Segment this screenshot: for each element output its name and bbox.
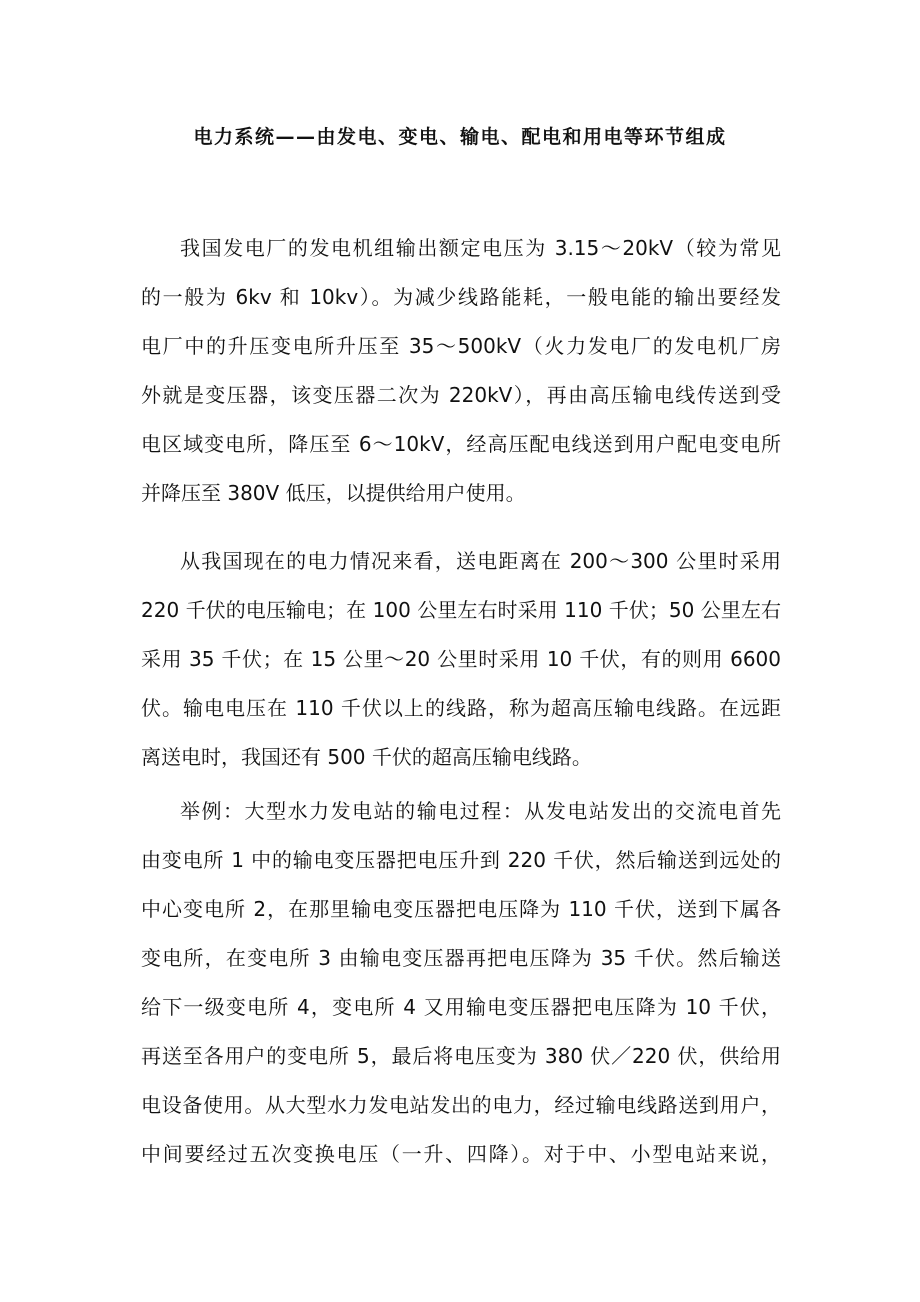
paragraph-line: 电区域变电所，降压至 6～10kV，经高压配电线送到用户配电变电所 bbox=[141, 432, 781, 456]
paragraph-line: 220 千伏的电压输电；在 100 公里左右时采用 110 千伏；50 公里左右 bbox=[141, 598, 781, 622]
paragraph-line: 给下一级变电所 4，变电所 4 又用输电变压器把电压降为 10 千伏， bbox=[141, 995, 781, 1019]
paragraph-line: 我国发电厂的发电机组输出额定电压为 3.15～20kV（较为常见 bbox=[180, 236, 781, 260]
paragraph-line: 中心变电所 2，在那里输电变压器把电压降为 110 千伏，送到下属各 bbox=[141, 897, 781, 921]
paragraph-transmission-distance bbox=[141, 537, 781, 782]
paragraph-hydro-example bbox=[141, 787, 781, 1179]
document-title: 电力系统——由发电、变电、输电、配电和用电等环节组成 bbox=[193, 126, 727, 148]
paragraph-line: 的一般为 6kv 和 10kv）。为减少线路能耗，一般电能的输出要经发 bbox=[141, 285, 781, 309]
paragraph-line: 由变电所 1 中的输电变压器把电压升到 220 千伏，然后输送到远处的 bbox=[141, 848, 781, 872]
paragraph-line: 从我国现在的电力情况来看，送电距离在 200～300 公里时采用 bbox=[180, 549, 781, 573]
paragraph-line: 中间要经过五次变换电压（一升、四降）。对于中、小型电站来说， bbox=[141, 1142, 781, 1166]
paragraph-voltage-levels bbox=[141, 224, 781, 518]
paragraph-line: 离送电时，我国还有 500 千伏的超高压输电线路。 bbox=[141, 745, 592, 769]
paragraph-line: 并降压至 380V 低压，以提供给用户使用。 bbox=[141, 481, 526, 505]
paragraph-line: 再送至各用户的变电所 5，最后将电压变为 380 伏／220 伏，供给用 bbox=[141, 1044, 781, 1068]
paragraph-line: 采用 35 千伏；在 15 公里～20 公里时采用 10 千伏，有的则用 6600 bbox=[141, 647, 781, 671]
paragraph-line: 变电所，在变电所 3 由输电变压器再把电压降为 35 千伏。然后输送 bbox=[141, 946, 781, 970]
paragraph-line: 伏。输电电压在 110 千伏以上的线路，称为超高压输电线路。在远距 bbox=[141, 696, 781, 720]
paragraph-line: 电设备使用。从大型水力发电站发出的电力，经过输电线路送到用户， bbox=[141, 1093, 781, 1117]
paragraph-line: 举例：大型水力发电站的输电过程：从发电站发出的交流电首先 bbox=[180, 799, 781, 823]
paragraph-line: 电厂中的升压变电所升压至 35～500kV（火力发电厂的发电机厂房 bbox=[141, 334, 781, 358]
paragraph-line: 外就是变压器，该变压器二次为 220kV），再由高压输电线传送到受 bbox=[141, 383, 781, 407]
